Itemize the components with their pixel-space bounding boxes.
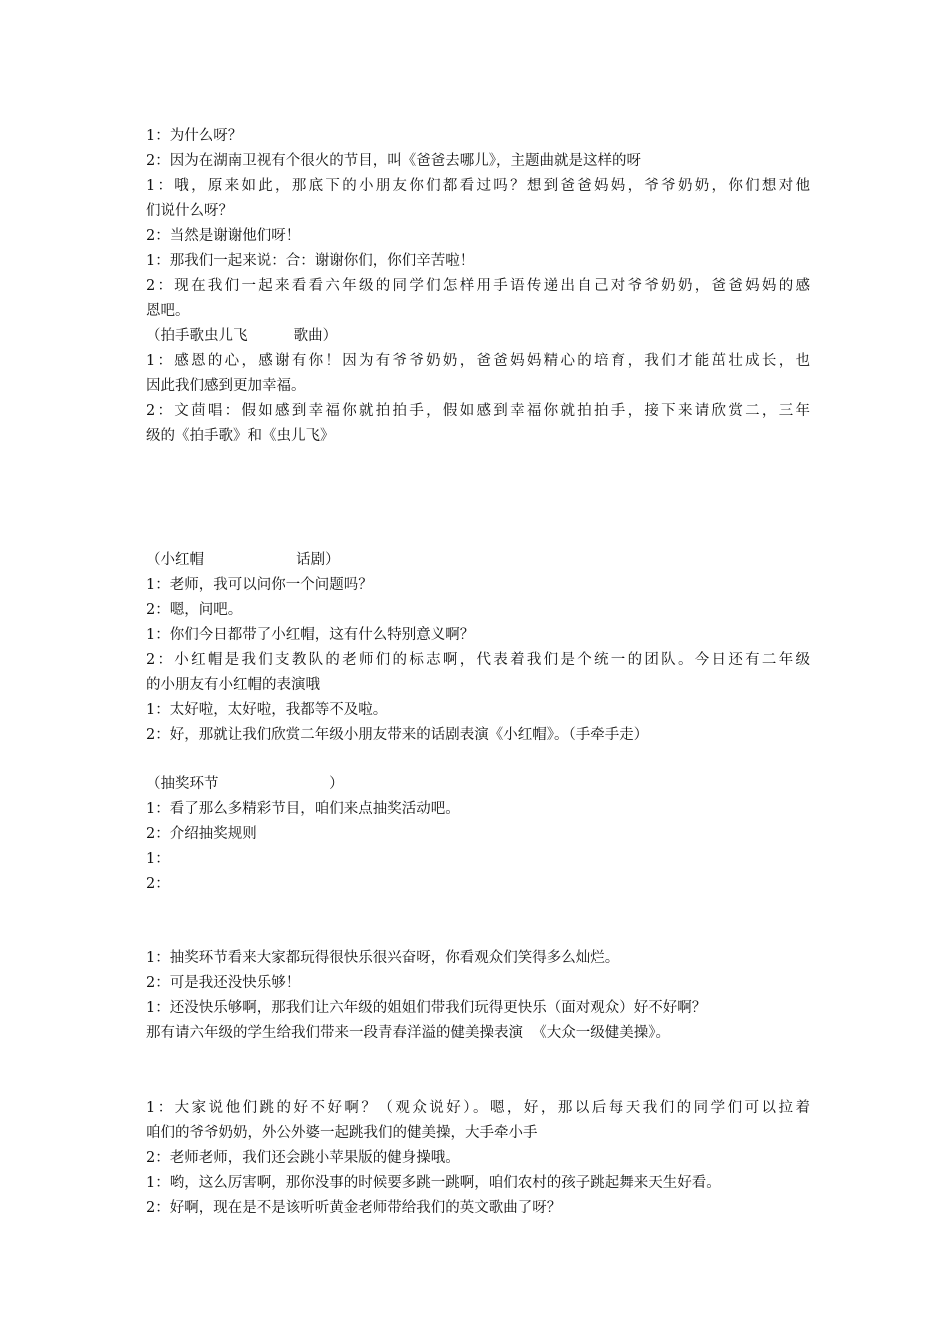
dialogue-line: 2：好，那就让我们欣赏二年级小朋友带来的话剧表演《小红帽》。（手牵手走） [146, 727, 649, 743]
script-section-1 [146, 124, 810, 449]
dialogue-line: 1：抽奖环节看来大家都玩得很快乐很兴奋呀，你看观众们笑得多么灿烂。 [146, 950, 620, 966]
script-section-2 [146, 548, 810, 748]
dialogue-line: 1：哟，这么厉害啊，那你没事的时候要多跳一跳啊，咱们农村的孩子跳起舞来天生好看。 [146, 1175, 721, 1191]
dialogue-line: 1：还没快乐够啊，那我们让六年级的姐姐们带我们玩得更快乐（面对观众）好不好啊？ [146, 1000, 707, 1016]
dialogue-line: 1：感恩的心，感谢有你！因为有爷爷奶奶，爸爸妈妈精心的培育，我们才能茁壮成长，也 [146, 353, 810, 369]
dialogue-line: 咱们的爷爷奶奶，外公外婆一起跳我们的健美操，大手牵小手 [146, 1125, 538, 1141]
dialogue-line: 1：你们今日都带了小红帽，这有什么特别意义啊？ [146, 627, 475, 643]
dialogue-line: 们说什么呀？ [146, 203, 233, 219]
dialogue-line: 1：哦，原来如此，那底下的小朋友你们都看过吗？想到爸爸妈妈，爷爷奶奶，你们想对他 [146, 178, 810, 194]
dialogue-line: 2：好啊，现在是不是该听听黄金老师带给我们的英文歌曲了呀？ [146, 1200, 562, 1216]
dialogue-line: 2：当然是谢谢他们呀！ [146, 228, 301, 244]
dialogue-line: 1： [146, 851, 170, 867]
dialogue-line: 因此我们感到更加幸福。 [146, 378, 306, 394]
dialogue-line: 1：为什么呀？ [146, 128, 243, 144]
dialogue-line: 2：小红帽是我们支教队的老师们的标志啊，代表着我们是个统一的团队。今日还有二年级 [146, 652, 810, 668]
dialogue-line: 的小朋友有小红帽的表演哦 [146, 677, 320, 693]
dialogue-line: 1：老师，我可以问你一个问题吗？ [146, 577, 373, 593]
dialogue-line: 1：看了那么多精彩节目，咱们来点抽奖活动吧。 [146, 801, 460, 817]
dialogue-line: 2：老师老师，我们还会跳小苹果版的健身操哦。 [146, 1150, 460, 1166]
script-section-4 [146, 946, 810, 1046]
script-section-3 [146, 772, 810, 897]
stage-direction: （抽奖环节 ） [146, 776, 344, 792]
dialogue-line: 恩吧。 [146, 303, 190, 319]
dialogue-line: 2：现在我们一起来看看六年级的同学们怎样用手语传递出自己对爷爷奶奶，爸爸妈妈的感 [146, 278, 810, 294]
stage-direction: （小红帽 话剧） [146, 552, 340, 568]
dialogue-line: 1：太好啦，太好啦，我都等不及啦。 [146, 702, 388, 718]
stage-direction: （拍手歌虫儿飞 歌曲） [146, 328, 338, 344]
dialogue-line: 级的《拍手歌》和《虫儿飞》 [146, 428, 335, 444]
dialogue-line: 2： [146, 876, 170, 892]
dialogue-line: 2：介绍抽奖规则 [146, 826, 257, 842]
dialogue-line: 2：嗯，问吧。 [146, 602, 243, 618]
script-section-5 [146, 1096, 810, 1221]
dialogue-line: 1：大家说他们跳的好不好啊？（观众说好）。嗯，好，那以后每天我们的同学们可以拉着 [146, 1100, 810, 1116]
dialogue-line: 2：可是我还没快乐够！ [146, 975, 301, 991]
dialogue-line: 那有请六年级的学生给我们带来一段青春洋溢的健美操表演 《大众一级健美操》。 [146, 1025, 670, 1041]
dialogue-line: 2：因为在湖南卫视有个很火的节目，叫《爸爸去哪儿》，主题曲就是这样的呀 [146, 153, 641, 169]
dialogue-line: 2：文茴唱：假如感到幸福你就拍拍手，假如感到幸福你就拍拍手，接下来请欣赏二，三年 [146, 403, 810, 419]
dialogue-line: 1：那我们一起来说：合：谢谢你们，你们辛苦啦！ [146, 253, 475, 269]
